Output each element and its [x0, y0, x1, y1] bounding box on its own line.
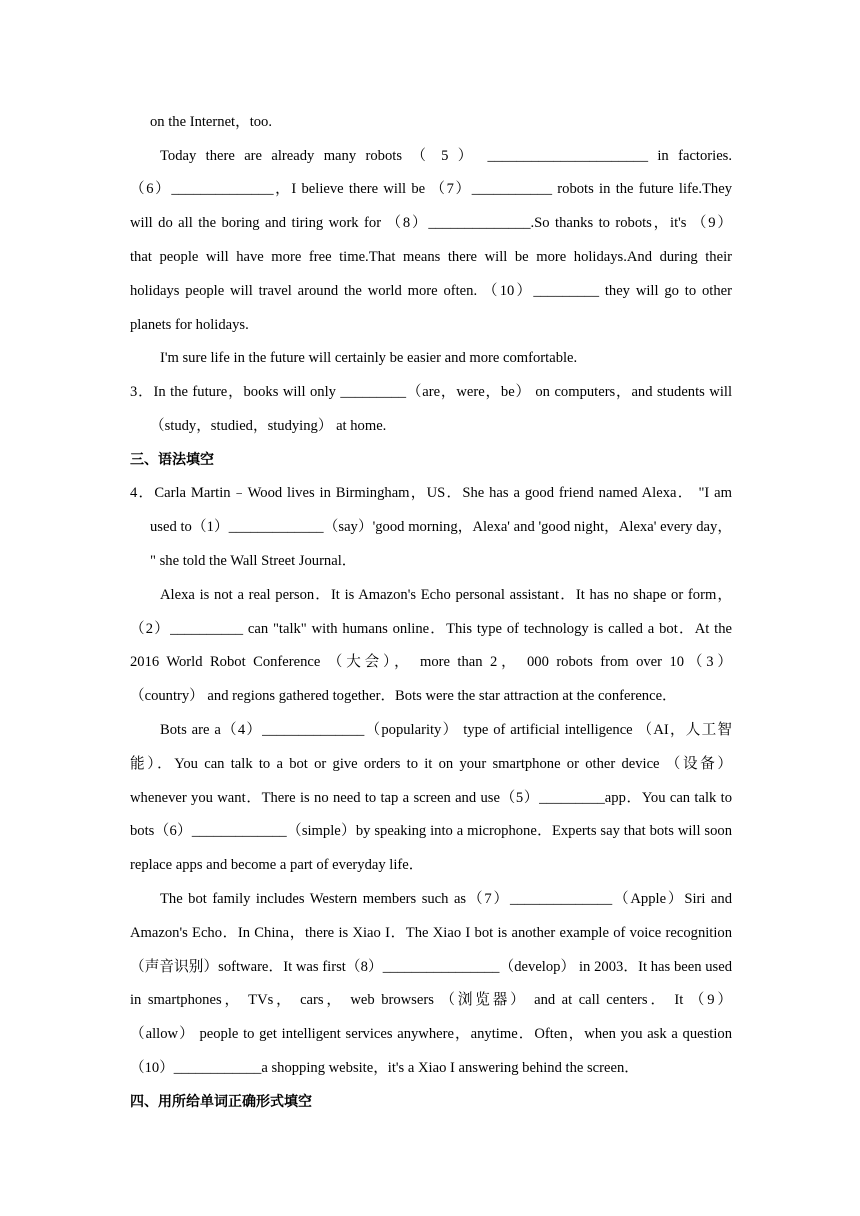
- text-line: " she told the Wall Street Journal．: [150, 553, 357, 569]
- text-line: （声音识别）software．It was first（8）________________（develop） in 2003．It has been used: [130, 959, 732, 975]
- text-line: that people will have more free time.That means there will be more holidays.And during their: [130, 249, 732, 265]
- text-line: Alexa is not a real person．It is Amazon's Echo personal assistant．It has no shape or form，: [160, 587, 732, 603]
- text-line: （study，studied，studying） at home.: [150, 418, 387, 434]
- text-line: used to（1）_____________（say）'good morning，Alexa' and 'good night，Alexa' every day，: [150, 519, 732, 535]
- text-line: will do all the boring and tiring work for （8）______________.So thanks to robots，it's （9）: [130, 215, 732, 231]
- text-line: I'm sure life in the future will certainly be easier and more comfortable.: [160, 350, 578, 366]
- text-line: （country） and regions gathered together．Bots were the star attraction at the conference．: [130, 688, 677, 704]
- text-line: on the Internet，too.: [150, 114, 272, 130]
- text-line: Today there are already many robots （ 5 ） ______________________ in factories.: [160, 148, 732, 164]
- text-line: Bots are a（4）______________（popularity） type of artificial intelligence （AI，人工智: [160, 722, 732, 738]
- text-line: （2）__________ can "talk" with humans online．This type of technology is called a bot．At the: [130, 621, 732, 637]
- text-line: Amazon's Echo．In China，there is Xiao I．The Xiao I bot is another example of voice recognition: [130, 925, 732, 941]
- text-line: bots（6）_____________（simple）by speaking into a microphone．Experts say that bots will soon: [130, 823, 732, 839]
- question-3-line: 3．In the future，books will only _________（are，were，be） on computers，and students will: [130, 384, 732, 400]
- text-line: 2016 World Robot Conference （大会）， more than 2， 000 robots from over 10（3）: [130, 654, 732, 670]
- text-line: holidays people will travel around the world more often. （10）_________ they will go to other: [130, 283, 732, 299]
- text-line: planets for holidays.: [130, 317, 249, 333]
- text-line: The bot family includes Western members such as（7）______________（Apple）Siri and: [160, 891, 732, 907]
- question-4-line: 4．Carla Martin﹣Wood lives in Birmingham，US．She has a good friend named Alexa． "I am: [130, 485, 732, 501]
- text-line: （10）____________a shopping website，it's a Xiao I answering behind the screen．: [130, 1060, 639, 1076]
- text-line: whenever you want．There is no need to tap a screen and use（5）_________app．You can talk to: [130, 790, 732, 806]
- section-heading-3: 三、语法填空: [130, 452, 214, 468]
- text-line: （allow） people to get intelligent services anywhere，anytime．Often，when you ask a question: [130, 1026, 732, 1042]
- text-line: 能）．You can talk to a bot or give orders to it on your smartphone or other device （设备）: [130, 756, 732, 772]
- text-line: （6）______________，I believe there will be （7）___________ robots in the future life.They: [130, 181, 732, 197]
- text-line: replace apps and become a part of everyday life．: [130, 857, 424, 873]
- text-line: in smartphones， TVs， cars， web browsers （浏览器） and at call centers． It （9）: [130, 992, 732, 1008]
- section-heading-4: 四、用所给单词正确形式填空: [130, 1094, 312, 1110]
